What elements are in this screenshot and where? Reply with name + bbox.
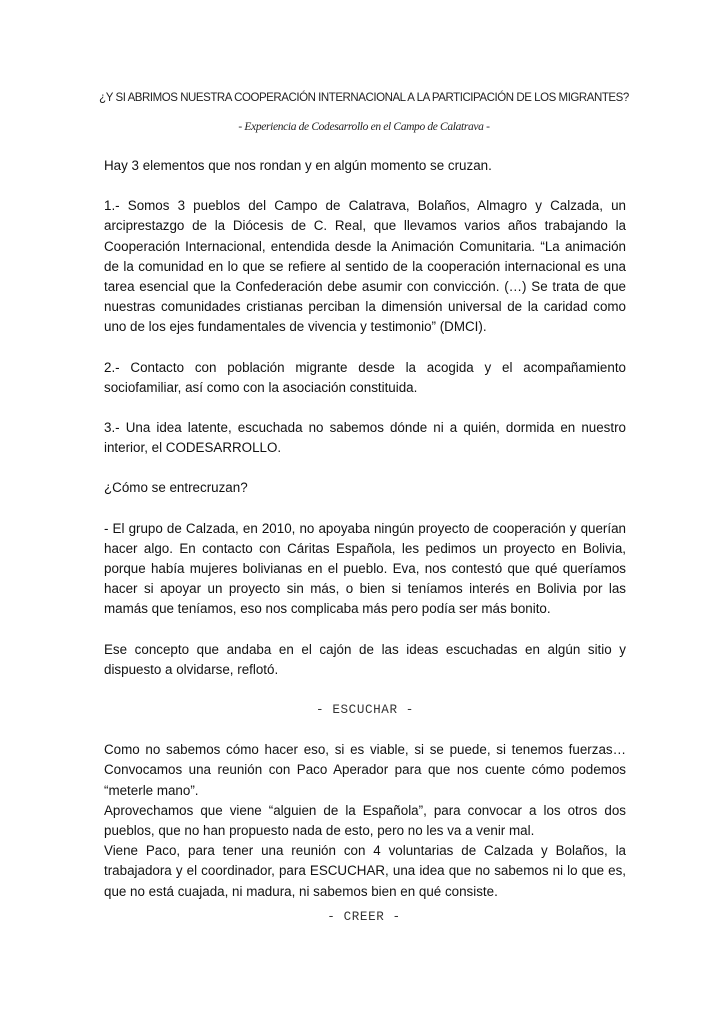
document-subtitle: - Experiencia de Codesarrollo en el Campo de Calatrava -	[238, 121, 490, 133]
escuchar-paragraph-2: Aprovechamos que viene “alguien de la Española”, para convocar a los otros dos pueblos, que no han propuesto nada de esto, pero no les va a venir mal.	[104, 802, 626, 839]
point-3-paragraph: 3.- Una idea latente, escuchada no sabemos dónde ni a quién, dormida en nuestro interior, el CODESARROLLO.	[104, 420, 626, 456]
point-2-paragraph: 2.- Contacto con población migrante desde la acogida y el acompañamiento sociofamiliar, así como con la asociación constituida.	[104, 359, 626, 395]
escuchar-paragraph-1: Como no sabemos cómo hacer eso, si es viable, si se puede, si tenemos fuerzas… Convocamos una reunión con Paco Aperador para que nos cuente cómo podemos “meterle mano”.	[104, 742, 626, 798]
document-body	[104, 156, 626, 902]
point-1-paragraph: 1.- Somos 3 pueblos del Campo de Calatrava, Bolaños, Almagro y Calzada, un arciprestazgo de la Diócesis de C. Real, que llevamos varios años trabajando la Cooperación Internacional, entendida desde la Animación Comunitaria. “La animación de la comunidad en lo que se refiere al sentido de la cooperación internacional es una tarea esencial que la Confederación debe asumir con convicción. (…) Se trata de que nuestras comunidades cristianas perciban la dimensión universal de la caridad como uno de los ejes fundamentales de vivencia y testimonio” (DMCI).	[104, 198, 626, 335]
document-title: ¿Y SI ABRIMOS NUESTRA COOPERACIÓN INTERNACIONAL A LA PARTICIPACIÓN DE LOS MIGRANTES?	[99, 92, 629, 104]
story-1-paragraph: - El grupo de Calzada, en 2010, no apoyaba ningún proyecto de cooperación y querían hacer algo. En contacto con Cáritas Española, les pedimos un proyecto en Bolivia, porque había mujeres bolivianas en el pueblo. Eva, nos contestó que qué queríamos hacer si apoyar un proyecto sin más, o bien si teníamos interés en Bolivia por las mamás que teníamos, eso nos complicaba más pero podía ser más bonito.	[104, 520, 626, 617]
question-paragraph: ¿Cómo se entrecruzan?	[104, 480, 248, 496]
intro-paragraph: Hay 3 elementos que nos rondan y en algún momento se cruzan.	[104, 158, 492, 173]
story-2-paragraph: Ese concepto que andaba en el cajón de las ideas escuchadas en algún sitio y dispuesto a olvidarse, reflotó.	[104, 641, 626, 677]
section-heading-escuchar: - ESCUCHAR -	[316, 703, 414, 718]
section-heading-creer: - CREER -	[327, 910, 401, 924]
escuchar-paragraph-3: Viene Paco, para tener una reunión con 4 voluntarias de Calzada y Bolaños, la trabajadora y el coordinador, para ESCUCHAR, una idea que no sabemos ni lo que es, que no está cuajada, ni madura, ni sabemos bien en qué consiste.	[104, 843, 626, 899]
